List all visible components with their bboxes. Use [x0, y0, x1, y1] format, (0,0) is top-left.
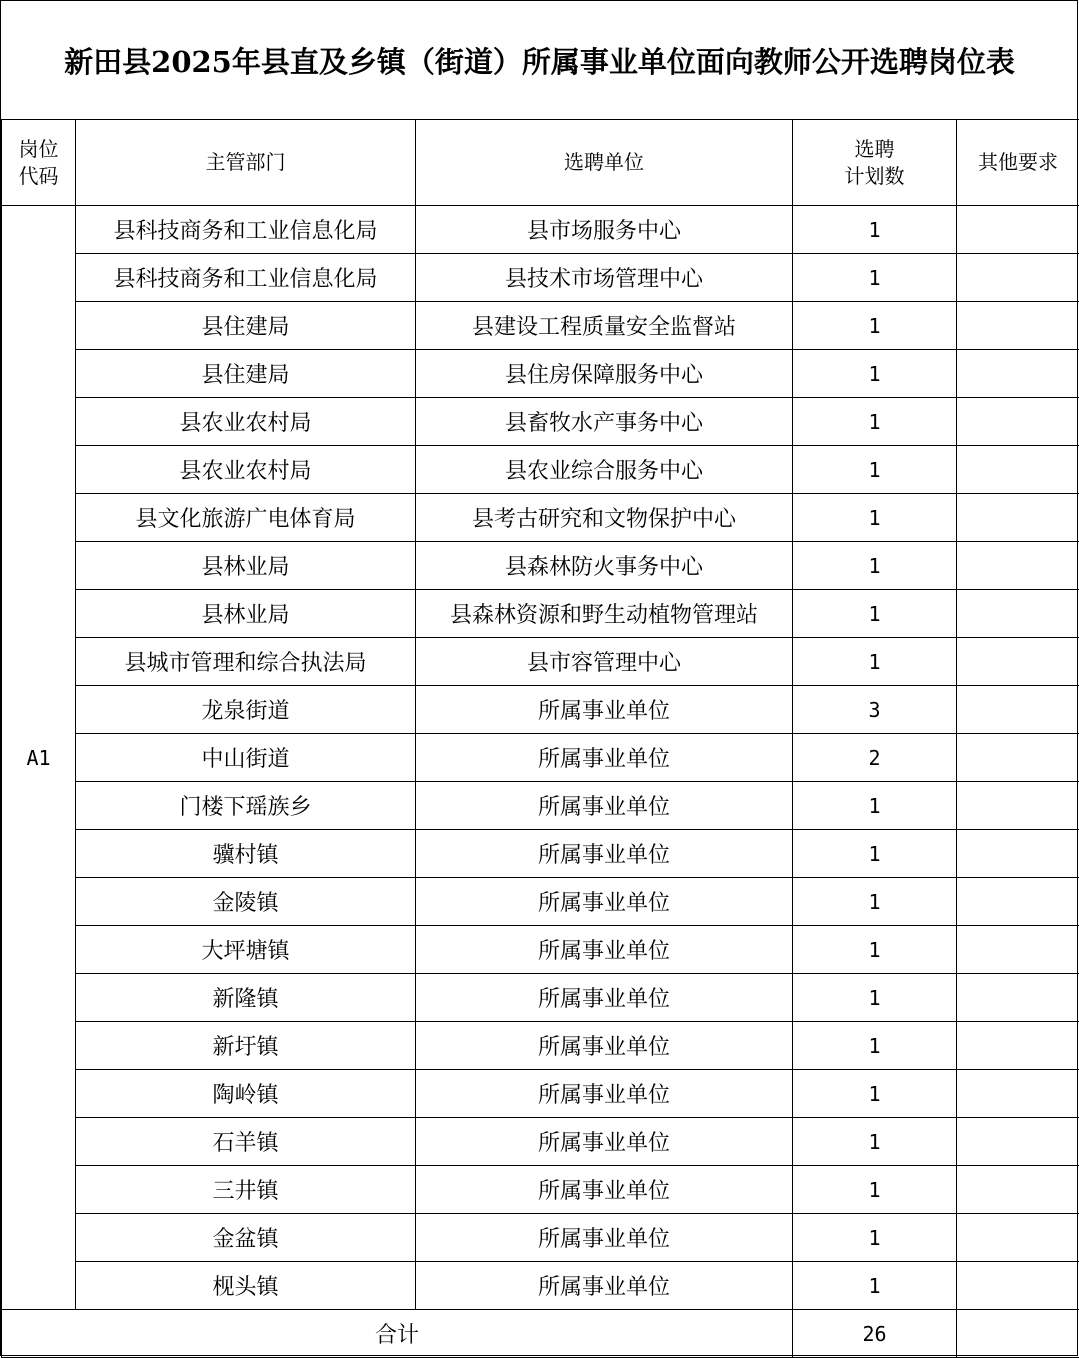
other-requirements-cell [957, 542, 1079, 590]
table-row [2, 1070, 1079, 1118]
unit-cell: 县农业综合服务中心 [416, 446, 793, 494]
department-cell: 陶岭镇 [76, 1070, 416, 1118]
plan-count-cell: 1 [793, 590, 957, 638]
document-title: 新田县2025年县直及乡镇（街道）所属事业单位面向教师公开选聘岗位表 [1, 1, 1078, 120]
table-body [2, 206, 1079, 1310]
table-row [2, 398, 1079, 446]
table-row [2, 494, 1079, 542]
other-requirements-cell [957, 686, 1079, 734]
other-requirements-cell [957, 878, 1079, 926]
plan-count-cell: 2 [793, 734, 957, 782]
plan-count-cell: 1 [793, 254, 957, 302]
unit-cell: 所属事业单位 [416, 1262, 793, 1310]
total-row [2, 1310, 1079, 1358]
plan-count-cell: 1 [793, 446, 957, 494]
header-other-requirements: 其他要求 [957, 120, 1079, 206]
other-requirements-cell [957, 1166, 1079, 1214]
plan-count-cell: 1 [793, 974, 957, 1022]
department-cell: 县住建局 [76, 302, 416, 350]
table-row [2, 734, 1079, 782]
unit-cell: 所属事业单位 [416, 974, 793, 1022]
department-cell: 县城市管理和综合执法局 [76, 638, 416, 686]
other-requirements-cell [957, 974, 1079, 1022]
unit-cell: 县市容管理中心 [416, 638, 793, 686]
table-row [2, 206, 1079, 254]
department-cell: 县林业局 [76, 590, 416, 638]
department-cell: 门楼下瑶族乡 [76, 782, 416, 830]
department-cell: 三井镇 [76, 1166, 416, 1214]
header-position-code: 岗位 代码 [2, 120, 76, 206]
other-requirements-cell [957, 398, 1079, 446]
department-cell: 枧头镇 [76, 1262, 416, 1310]
plan-count-cell: 1 [793, 638, 957, 686]
other-requirements-cell [957, 734, 1079, 782]
unit-cell: 县住房保障服务中心 [416, 350, 793, 398]
table-row [2, 1214, 1079, 1262]
other-requirements-cell [957, 638, 1079, 686]
table-row [2, 1166, 1079, 1214]
unit-cell: 所属事业单位 [416, 686, 793, 734]
other-requirements-cell [957, 494, 1079, 542]
table-row [2, 1022, 1079, 1070]
total-value: 26 [793, 1310, 957, 1358]
table-row [2, 782, 1079, 830]
unit-cell: 所属事业单位 [416, 1166, 793, 1214]
unit-cell: 所属事业单位 [416, 1022, 793, 1070]
unit-cell: 县建设工程质量安全监督站 [416, 302, 793, 350]
unit-cell: 县畜牧水产事务中心 [416, 398, 793, 446]
plan-count-cell: 1 [793, 926, 957, 974]
other-requirements-cell [957, 1214, 1079, 1262]
department-cell: 县林业局 [76, 542, 416, 590]
other-requirements-cell [957, 254, 1079, 302]
other-requirements-cell [957, 926, 1079, 974]
other-requirements-cell [957, 782, 1079, 830]
unit-cell: 所属事业单位 [416, 830, 793, 878]
department-cell: 县农业农村局 [76, 398, 416, 446]
department-cell: 大坪塘镇 [76, 926, 416, 974]
department-cell: 县农业农村局 [76, 446, 416, 494]
plan-count-cell: 1 [793, 830, 957, 878]
total-other [957, 1310, 1079, 1358]
department-cell: 金陵镇 [76, 878, 416, 926]
unit-cell: 所属事业单位 [416, 926, 793, 974]
plan-count-cell: 1 [793, 350, 957, 398]
department-cell: 县住建局 [76, 350, 416, 398]
other-requirements-cell [957, 1022, 1079, 1070]
other-requirements-cell [957, 590, 1079, 638]
other-requirements-cell [957, 350, 1079, 398]
unit-cell: 所属事业单位 [416, 734, 793, 782]
department-cell: 县科技商务和工业信息化局 [76, 206, 416, 254]
position-code-cell: A1 [2, 206, 76, 1310]
other-requirements-cell [957, 1262, 1079, 1310]
plan-count-cell: 1 [793, 206, 957, 254]
plan-count-cell: 1 [793, 878, 957, 926]
plan-count-cell: 1 [793, 398, 957, 446]
department-cell: 龙泉街道 [76, 686, 416, 734]
header-plan-count: 选聘 计划数 [793, 120, 957, 206]
table-row [2, 446, 1079, 494]
other-requirements-cell [957, 206, 1079, 254]
table-row [2, 638, 1079, 686]
table-row [2, 830, 1079, 878]
department-cell: 中山街道 [76, 734, 416, 782]
plan-count-cell: 3 [793, 686, 957, 734]
table-row [2, 974, 1079, 1022]
unit-cell: 县技术市场管理中心 [416, 254, 793, 302]
unit-cell: 县市场服务中心 [416, 206, 793, 254]
table-row [2, 302, 1079, 350]
plan-count-cell: 1 [793, 1166, 957, 1214]
other-requirements-cell [957, 830, 1079, 878]
department-cell: 新隆镇 [76, 974, 416, 1022]
plan-count-cell: 1 [793, 542, 957, 590]
table-row [2, 254, 1079, 302]
unit-cell: 县森林防火事务中心 [416, 542, 793, 590]
department-cell: 石羊镇 [76, 1118, 416, 1166]
table-row [2, 878, 1079, 926]
other-requirements-cell [957, 446, 1079, 494]
positions-table [1, 119, 1079, 1358]
department-cell: 县文化旅游广电体育局 [76, 494, 416, 542]
unit-cell: 所属事业单位 [416, 1118, 793, 1166]
department-cell: 县科技商务和工业信息化局 [76, 254, 416, 302]
plan-count-cell: 1 [793, 1214, 957, 1262]
department-cell: 金盆镇 [76, 1214, 416, 1262]
plan-count-cell: 1 [793, 302, 957, 350]
table-row [2, 590, 1079, 638]
total-label: 合计 [2, 1310, 793, 1358]
unit-cell: 所属事业单位 [416, 782, 793, 830]
plan-count-cell: 1 [793, 1118, 957, 1166]
unit-cell: 所属事业单位 [416, 1214, 793, 1262]
table-header-row [2, 120, 1079, 206]
table-row [2, 686, 1079, 734]
table-row [2, 1262, 1079, 1310]
other-requirements-cell [957, 302, 1079, 350]
plan-count-cell: 1 [793, 494, 957, 542]
plan-count-cell: 1 [793, 782, 957, 830]
table-row [2, 926, 1079, 974]
plan-count-cell: 1 [793, 1022, 957, 1070]
plan-count-cell: 1 [793, 1070, 957, 1118]
unit-cell: 县森林资源和野生动植物管理站 [416, 590, 793, 638]
header-unit: 选聘单位 [416, 120, 793, 206]
table-row [2, 1118, 1079, 1166]
header-department: 主管部门 [76, 120, 416, 206]
unit-cell: 所属事业单位 [416, 1070, 793, 1118]
table-row [2, 542, 1079, 590]
other-requirements-cell [957, 1118, 1079, 1166]
table-row [2, 350, 1079, 398]
plan-count-cell: 1 [793, 1262, 957, 1310]
department-cell: 骥村镇 [76, 830, 416, 878]
unit-cell: 县考古研究和文物保护中心 [416, 494, 793, 542]
other-requirements-cell [957, 1070, 1079, 1118]
unit-cell: 所属事业单位 [416, 878, 793, 926]
department-cell: 新圩镇 [76, 1022, 416, 1070]
